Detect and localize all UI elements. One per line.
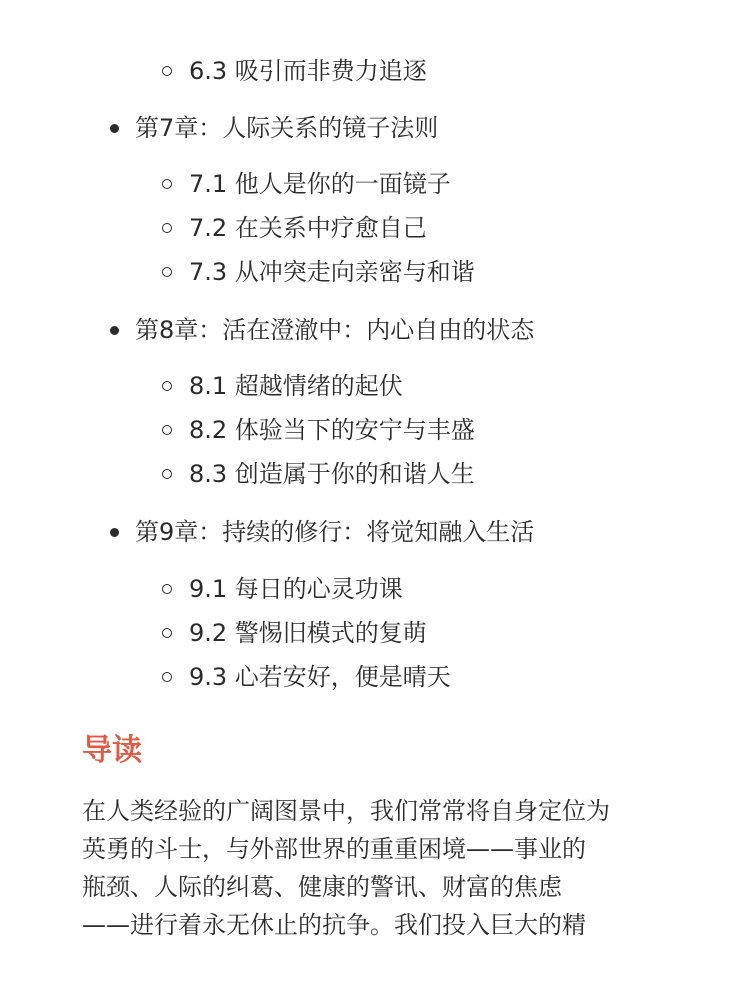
toc-item-9-1 bbox=[162, 573, 403, 605]
section-heading: 导读 bbox=[82, 733, 142, 768]
circle-bullet-icon bbox=[162, 628, 172, 638]
paragraph-line: 英勇的斗士，与外部世界的重重困境——事业的 bbox=[82, 835, 586, 863]
circle-bullet-icon bbox=[162, 267, 172, 277]
toc-item-8-3 bbox=[162, 458, 475, 490]
toc-item-label: 8.3 创造属于你的和谐人生 bbox=[189, 460, 475, 488]
circle-bullet-icon bbox=[162, 469, 172, 479]
circle-bullet-icon bbox=[162, 584, 172, 594]
toc-item-6-3 bbox=[162, 55, 427, 87]
intro-paragraph bbox=[82, 792, 682, 944]
disc-bullet-icon bbox=[110, 124, 119, 133]
paragraph-line: ——进行着永无休止的抗争。我们投入巨大的精 bbox=[82, 911, 586, 939]
circle-bullet-icon bbox=[162, 66, 172, 76]
circle-bullet-icon bbox=[162, 223, 172, 233]
toc-chapter-label: 第9章：持续的修行：将觉知融入生活 bbox=[135, 518, 535, 546]
toc-item-7-1 bbox=[162, 168, 451, 200]
toc-item-label: 7.2 在关系中疗愈自己 bbox=[189, 214, 427, 242]
toc-item-8-1 bbox=[162, 370, 403, 402]
toc-item-label: 6.3 吸引而非费力追逐 bbox=[189, 57, 427, 85]
toc-item-7-3 bbox=[162, 256, 475, 288]
toc-item-label: 7.1 他人是你的一面镜子 bbox=[189, 170, 451, 198]
toc-item-9-2 bbox=[162, 617, 427, 649]
toc-item-label: 9.2 警惕旧模式的复萌 bbox=[189, 619, 427, 647]
toc-item-label: 8.1 超越情绪的起伏 bbox=[189, 372, 403, 400]
paragraph-line: 在人类经验的广阔图景中，我们常常将自身定位为 bbox=[82, 797, 610, 825]
toc-item-7-2 bbox=[162, 212, 427, 244]
toc-item-label: 7.3 从冲突走向亲密与和谐 bbox=[189, 258, 475, 286]
paragraph-line: 瓶颈、人际的纠葛、健康的警讯、财富的焦虑 bbox=[82, 873, 562, 901]
toc-chapter-7 bbox=[110, 112, 438, 144]
disc-bullet-icon bbox=[110, 326, 119, 335]
circle-bullet-icon bbox=[162, 672, 172, 682]
toc-chapter-label: 第7章：人际关系的镜子法则 bbox=[135, 114, 439, 142]
toc-item-label: 8.2 体验当下的安宁与丰盛 bbox=[189, 416, 475, 444]
disc-bullet-icon bbox=[110, 528, 119, 537]
toc-item-9-3 bbox=[162, 661, 451, 693]
toc-item-8-2 bbox=[162, 414, 475, 446]
toc-chapter-8 bbox=[110, 314, 534, 346]
toc-item-label: 9.1 每日的心灵功课 bbox=[189, 575, 403, 603]
toc-chapter-9 bbox=[110, 516, 534, 548]
circle-bullet-icon bbox=[162, 425, 172, 435]
toc-item-label: 9.3 心若安好，便是晴天 bbox=[189, 663, 451, 691]
circle-bullet-icon bbox=[162, 381, 172, 391]
toc-chapter-label: 第8章：活在澄澈中：内心自由的状态 bbox=[135, 316, 535, 344]
circle-bullet-icon bbox=[162, 179, 172, 189]
